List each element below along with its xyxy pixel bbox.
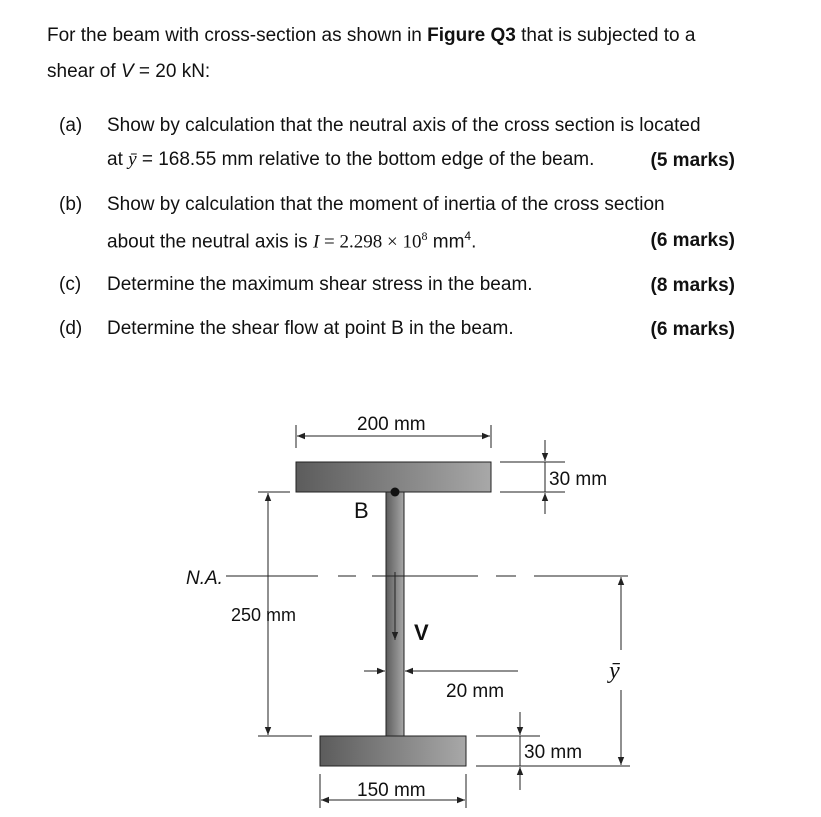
question-c-line1: Determine the maximum shear stress in the beam. (107, 274, 533, 295)
intro-text-after: that is subjected to a (515, 25, 696, 46)
inertia-value: = 2.298 × 10 (319, 231, 422, 253)
top-width-label: 200 mm (357, 414, 426, 435)
ybar-variable: ȳ (128, 149, 137, 170)
question-b-marks: (6 marks) (650, 230, 735, 251)
bottom-thickness-label: 30 mm (524, 742, 583, 763)
question-b-line1: Show by calculation that the moment of inertia of the cross section (107, 194, 665, 215)
bottom-flange (320, 736, 466, 766)
inertia-period: . (471, 231, 477, 253)
height-label: 250 mm (231, 605, 297, 625)
point-b-label: B (354, 498, 369, 523)
top-thickness-label: 30 mm (549, 469, 608, 490)
shear-variable: V (120, 61, 134, 82)
question-b-line2-prefix: about the neutral axis is (107, 231, 313, 253)
top-flange (296, 462, 491, 492)
question-d-label: (d) (59, 318, 83, 339)
question-a-line2-rest: = 168.55 mm relative to the bottom edge of the beam. (136, 149, 595, 170)
web-thickness-label: 20 mm (446, 681, 505, 702)
neutral-axis-label: N.A. (186, 568, 223, 589)
figure-reference: Figure Q3 (427, 25, 516, 46)
shear-label: V (414, 620, 429, 645)
ybar-label: ȳ (609, 658, 620, 684)
question-c-label: (c) (59, 274, 82, 295)
question-a-line1: Show by calculation that the neutral axis of the cross section is located (107, 115, 701, 136)
question-d-marks: (6 marks) (650, 319, 735, 340)
intro-line2-prefix: shear of (47, 61, 121, 82)
question-b-label: (b) (59, 194, 83, 215)
question-d-line1: Determine the shear flow at point B in the beam. (107, 318, 514, 339)
question-a-label: (a) (59, 115, 83, 136)
bottom-width-label: 150 mm (357, 780, 426, 801)
shear-value: = 20 kN: (133, 61, 211, 82)
question-a-line2-prefix: at (107, 149, 129, 170)
question-c-marks: (8 marks) (650, 275, 735, 296)
intro-text-before: For the beam with cross-section as shown in (47, 25, 428, 46)
inertia-unit-exponent: 4 (464, 229, 472, 243)
inertia-variable: I (312, 231, 320, 253)
inertia-unit: mm (427, 231, 465, 253)
question-a-marks: (5 marks) (650, 150, 735, 171)
point-b-dot (391, 488, 400, 497)
inertia-exponent: 8 (421, 229, 428, 243)
